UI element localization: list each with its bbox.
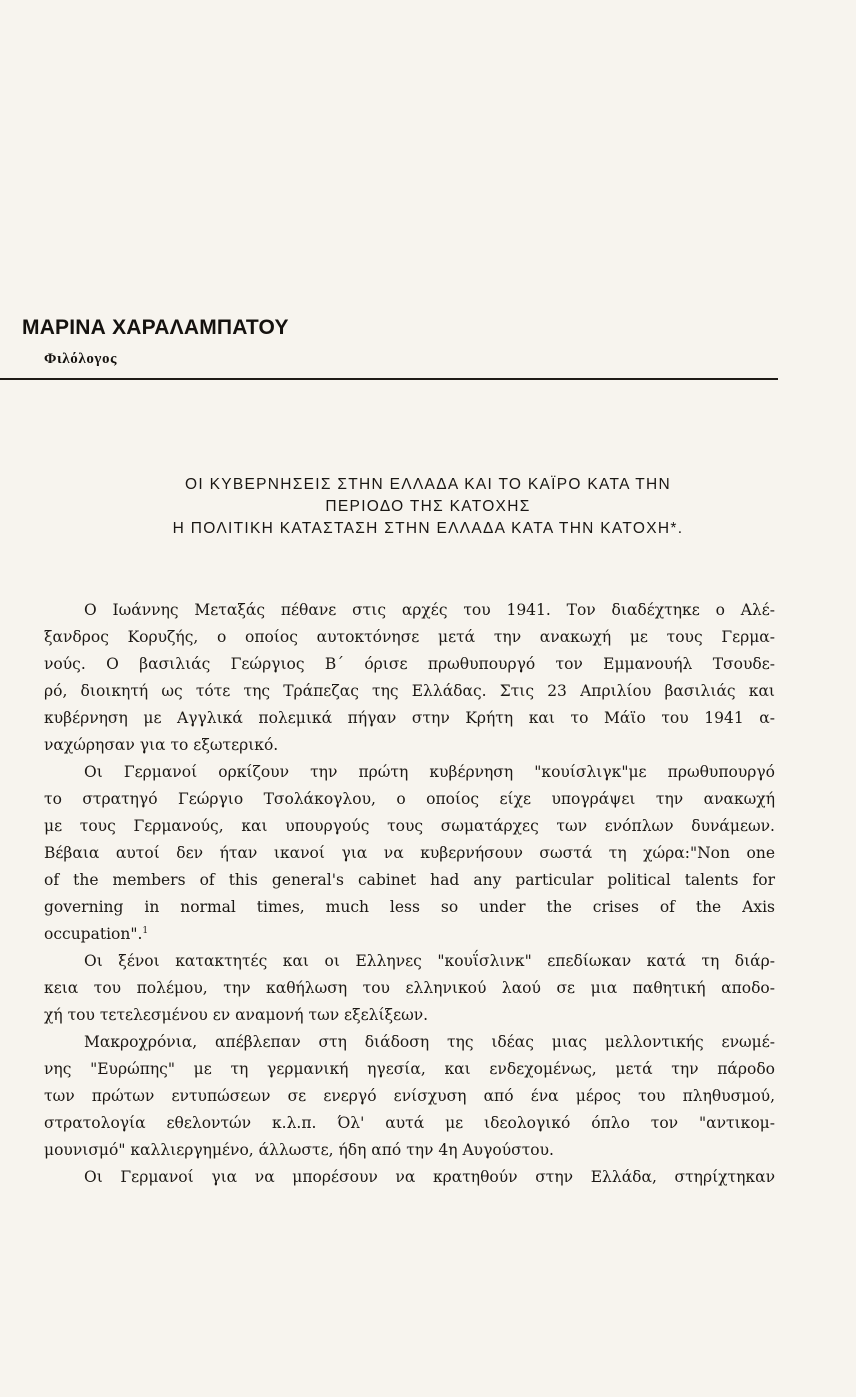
body-line: Οι Γερμανοί ορκίζουν την πρώτη κυβέρνηση "κουίσλιγκ"με πρωθυπουργό bbox=[84, 763, 775, 781]
title-line: Η ΠΟΛΙΤΙΚΗ ΚΑΤΑΣΤΑΣΗ ΣΤΗΝ ΕΛΛΑΔΑ ΚΑΤΑ ΤΗΝ ΚΑΤΟΧΗ*. bbox=[172, 520, 684, 537]
title-line: ΠΕΡΙΟΔΟ ΤΗΣ ΚΑΤΟΧΗΣ bbox=[325, 498, 531, 515]
body-line: Μακροχρόνια, απέβλεπαν στη διάδοση της ιδέας μιας μελλοντικής ενωμέ- bbox=[84, 1033, 775, 1051]
body-line: των πρώτων εντυπώσεων σε ενεργό ενίσχυση από ένα μέρος του πληθυσμού, bbox=[44, 1087, 775, 1105]
body-line: ρό, διοικητή ως τότε της Τράπεζας της Ελλάδας. Στις 23 Απριλίου βασιλιάς και bbox=[44, 682, 775, 700]
body-line: Βέβαια αυτοί δεν ήταν ικανοί για να κυβερνήσουν σωστά τη χώρα:"Non one bbox=[44, 844, 775, 862]
header-divider bbox=[0, 378, 778, 380]
body-line-text: occupation". bbox=[44, 925, 143, 943]
body-line: νης "Ευρώπης" με τη γερμανική ηγεσία, και ενδεχομένως, μετά την πάροδο bbox=[44, 1060, 775, 1078]
body-line: το στρατηγό Γεώργιο Τσολάκογλου, ο οποίος είχε υπογράψει την ανακωχή bbox=[44, 790, 775, 808]
body-line-with-footnote bbox=[44, 921, 775, 948]
footnote-marker: 1 bbox=[142, 925, 149, 936]
body-line: νούς. Ο βασιλιάς Γεώργιος Β΄ όρισε πρωθυπουργό τον Εμμανουήλ Τσουδε- bbox=[44, 655, 775, 673]
body-line: ξανδρος Κορυζής, ο οποίος αυτοκτόνησε μετά την ανακωχή με τους Γερμα- bbox=[44, 628, 775, 646]
author-role: Φιλόλογος bbox=[44, 351, 118, 367]
title-line: ΟΙ ΚΥΒΕΡΝΗΣΕΙΣ ΣΤΗΝ ΕΛΛΑΔΑ ΚΑΙ ΤΟ ΚΑΪΡΟ ΚΑΤΑ ΤΗΝ bbox=[185, 476, 671, 493]
body-line: με τους Γερμανούς, και υπουργούς τους σωματάρχες των ενόπλων δυνάμεων. bbox=[44, 817, 775, 835]
body-line: ναχώρησαν για το εξωτερικό. bbox=[44, 736, 279, 754]
body-line: Οι ξένοι κατακτητές και οι Ελληνες "κουΐσλινκ" επεδίωκαν κατά τη διάρ- bbox=[84, 952, 775, 970]
author-name: ΜΑΡΙΝΑ ΧΑΡΑΛΑΜΠΑΤΟΥ bbox=[22, 316, 289, 339]
article-title bbox=[40, 474, 816, 540]
body-line: Οι Γερμανοί για να μπορέσουν να κρατηθούν στην Ελλάδα, στηρίχτηκαν bbox=[84, 1168, 775, 1186]
body-line: κυβέρνηση με Αγγλικά πολεμικά πήγαν στην Κρήτη και το Μάϊο του 1941 α- bbox=[44, 709, 775, 727]
body-line: κεια του πολέμου, την καθήλωση του ελληνικού λαού σε μια παθητική αποδο- bbox=[44, 979, 775, 997]
body-line: Ο Ιωάννης Μεταξάς πέθανε στις αρχές του 1941. Τον διαδέχτηκε ο Αλέ- bbox=[84, 601, 775, 619]
body-line: στρατολογία εθελοντών κ.λ.π. Όλ' αυτά με ιδεολογικό όπλο τον "αντικομ- bbox=[44, 1114, 775, 1132]
body-line: χή του τετελεσμένου εν αναμονή των εξελίξεων. bbox=[44, 1006, 429, 1024]
body-line: governing in normal times, much less so under the crises of the Axis bbox=[44, 898, 775, 916]
body-line: μουνισμό" καλλιεργημένο, άλλωστε, ήδη από την 4η Αυγούστου. bbox=[44, 1141, 554, 1159]
body-line: of the members of this general's cabinet had any particular political talents for bbox=[44, 871, 775, 889]
article-body bbox=[44, 597, 775, 1191]
